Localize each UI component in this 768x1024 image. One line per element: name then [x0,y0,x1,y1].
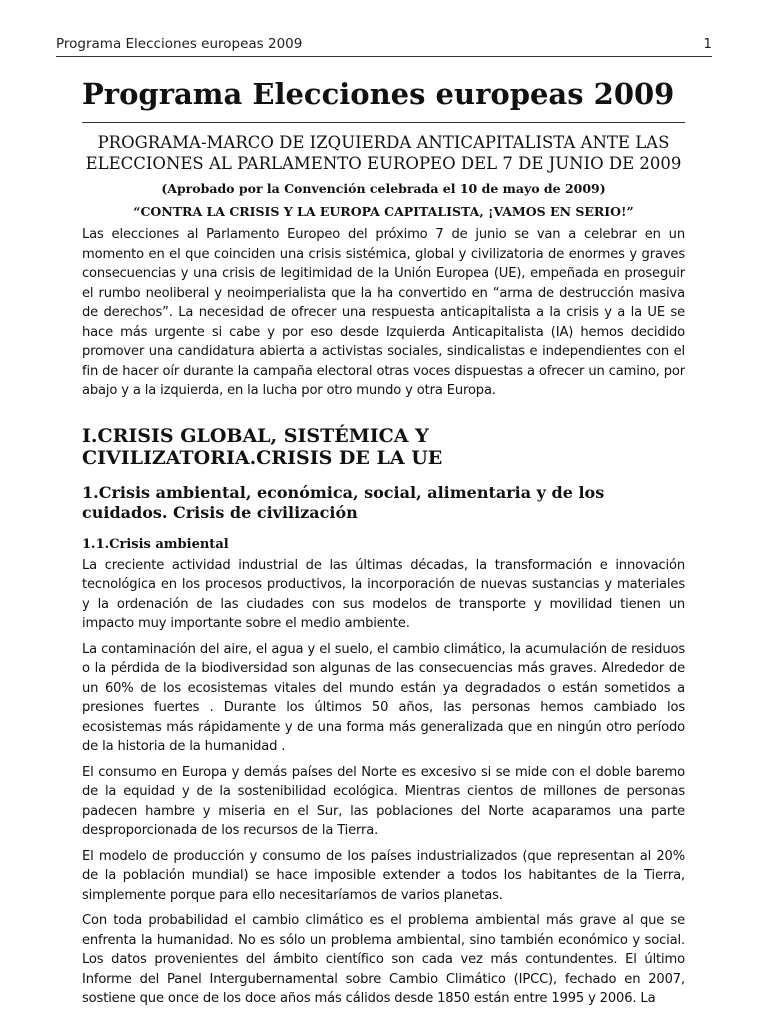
body-paragraph: La creciente actividad industrial de las últimas décadas, la transformación e innovación tecnológica en los procesos productivos, la incorporación de nuevas sustancias y materiales y la ordenación de las ciudades con sus modelos de transporte y movilidad tienen un impacto muy importante sobre el medio ambiente. [82,557,685,631]
subtitle-line: ELECCIONES AL PARLAMENTO EUROPEO DEL 7 DE JUNIO DE 2009 [85,154,682,173]
subsection-heading: 1.Crisis ambiental, económica, social, alimentaria y de los cuidados. Crisis de civilización [82,482,605,522]
running-header-title: Programa Elecciones europeas 2009 [56,36,303,52]
running-header [56,36,712,57]
body-paragraph: La contaminación del aire, el agua y el suelo, el cambio climático, la acumulación de residuos o la pérdida de la biodiversidad son algunas de las consecuencias más graves. Alrededor de un 60% de los ecosistemas vitales del mundo están ya degradados o están sometidos a presiones fuertes . Durante los últimos 50 años, las personas hemos cambiado los ecosistemas más rápidamente y de una forma más generalizada que en ningún otro período de la historia de la humanidad . [82,641,685,754]
document-title: Programa Elecciones europeas 2009 [82,72,685,123]
subtitle-line: PROGRAMA-MARCO DE IZQUIERDA ANTICAPITALISTA ANTE LAS [97,133,670,152]
section-heading: I.CRISIS GLOBAL, SISTÉMICA Y CIVILIZATORIA.CRISIS DE LA UE [82,424,443,469]
page-number: 1 [703,36,712,52]
slogan: “CONTRA LA CRISIS Y LA EUROPA CAPITALISTA, ¡VAMOS EN SERIO!” [133,204,634,219]
body-paragraph: Con toda probabilidad el cambio climático es el problema ambiental más grave al que se enfrenta la humanidad. No es sólo un problema ambiental, sino también económico y social. Los datos provenientes del ámbito científico son cada vez más contundentes. El último Informe del Panel Intergubernamental sobre Cambio Climático (IPCC), fechado en 2007, sostiene que once de los doce años más cálidos desde 1850 están entre 1995 y 2006. La [82,913,685,1006]
document-body [82,72,685,1009]
body-paragraph: El consumo en Europa y demás países del Norte es excesivo si se mide con el doble baremo de la equidad y de la sostenibilidad ecológica. Mientras cientos de millones de personas padecen hambre y miseria en el Sur, las poblaciones del Norte acaparamos una parte desproporcionada de los recursos de la Tierra. [82,764,685,838]
body-paragraph: El modelo de producción y consumo de los países industrializados (que representan al 20% de la población mundial) se hace imposible extender a todos los habitantes de la Tierra, simplemente porque para ello necesitaríamos de varios planetas. [82,848,685,903]
intro-paragraph: Las elecciones al Parlamento Europeo del próximo 7 de junio se van a celebrar en un momento en el que coinciden una crisis sistémica, global y civilizatoria de enormes y graves consecuencias y una crisis de legitimidad de la Unión Europea (UE), empeñada en proseguir el rumbo neoliberal y neoimperialista que la ha convertido en “arma de destrucción masiva de derechos”. La necesidad de ofrecer una respuesta anticapitalista a la crisis y a la UE se hace más urgente si cabe y por eso desde Izquierda Anticapitalista (IA) hemos decidido promover una candidatura abierta a activistas sociales, sindicalistas e independientes con el fin de hacer oír durante la campaña electoral otras voces dispuestas a ofrecer un camino, por abajo y a la izquierda, en la lucha por otro mundo y otra Europa. [82,227,685,398]
approval-note: (Aprobado por la Convención celebrada el 10 de mayo de 2009) [161,181,606,196]
subsubsection-heading: 1.1.Crisis ambiental [82,536,229,552]
document-subtitle [82,132,685,174]
